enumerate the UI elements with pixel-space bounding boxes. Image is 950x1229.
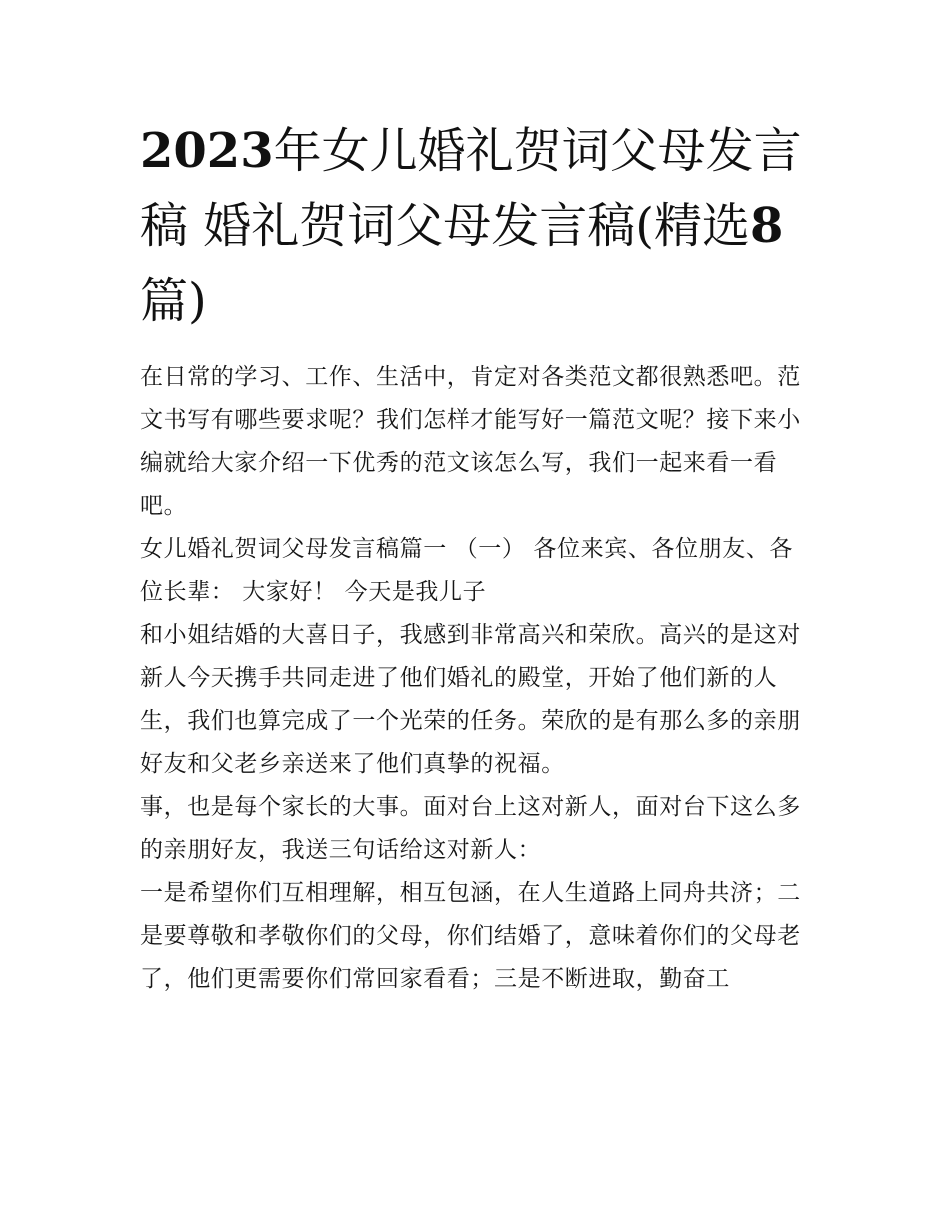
- title-count: 8: [750, 198, 784, 254]
- speech-paragraph-1: 和小姐结婚的大喜日子，我感到非常高兴和荣欣。高兴的是这对新人今天携手共同走进了他们婚礼的殿堂，开始了他们新的人生，我们也算完成了一个光荣的任务。荣欣的是有那么多的亲朋好友和父老乡亲送来了他们真挚的祝福。: [140, 622, 801, 777]
- document-title: [140, 114, 820, 339]
- intro-paragraph: 在日常的学习、工作、生活中，肯定对各类范文都很熟悉吧。范文书写有哪些要求呢？我们怎样才能写好一篇范文呢？接下来小编就给大家介绍一下优秀的范文该怎么写，我们一起来看一看吧。: [140, 364, 801, 519]
- document-body: [140, 356, 816, 1001]
- speech-paragraph-3: 一是希望你们互相理解，相互包涵，在人生道路上同舟共济；二是要尊敬和孝敬你们的父母，你们结婚了，意味着你们的父母老了，他们更需要你们常回家看看；三是不断进取，勤奋工: [140, 880, 801, 992]
- speech-paragraph-2: 事，也是每个家长的大事。面对台上这对新人，面对台下这么多的亲朋好友，我送三句话给这对新人：: [140, 794, 801, 863]
- title-end-text: 篇): [140, 273, 207, 329]
- title-main-text: 年女儿婚礼贺词父母发言稿 婚礼贺词父母发言稿(精选: [140, 123, 802, 254]
- title-year: 2023: [140, 123, 274, 179]
- speech-heading-paragraph: 女儿婚礼贺词父母发言稿篇一 （一） 各位来宾、各位朋友、各位长辈： 大家好！ 今天是我儿子: [140, 536, 794, 605]
